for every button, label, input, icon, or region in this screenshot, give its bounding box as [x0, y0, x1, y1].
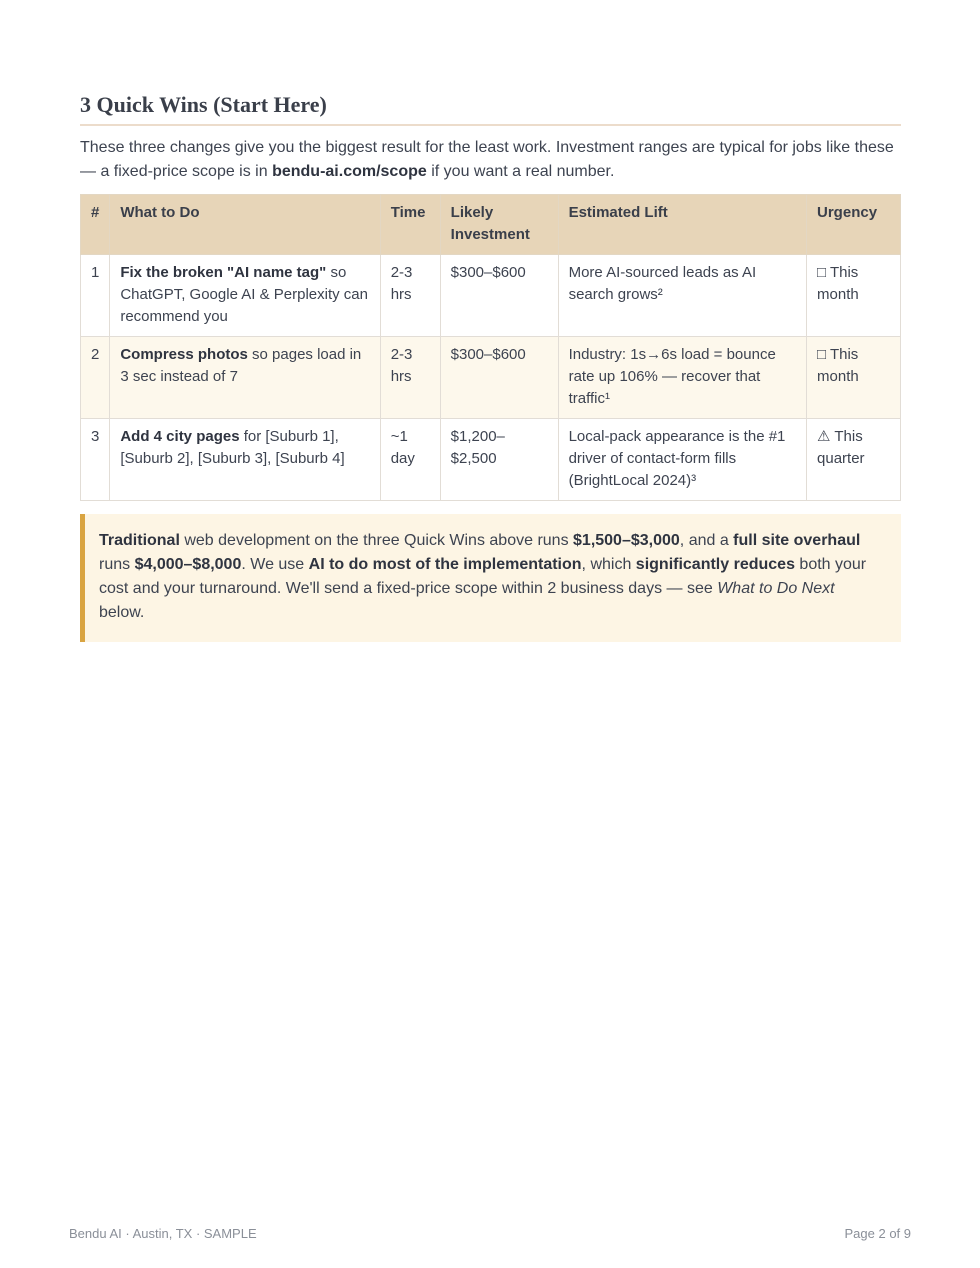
row-lift: Local-pack appearance is the #1 driver of contact-form fills (BrightLocal 2024)³ [558, 419, 806, 501]
callout-bold: $1,500–$3,000 [573, 532, 680, 549]
footer-left: Bendu AI · Austin, TX · SAMPLE [69, 1226, 257, 1241]
header-num: # [81, 195, 110, 255]
footer-page-number: Page 2 of 9 [844, 1226, 911, 1241]
row-investment: $300–$600 [440, 255, 558, 337]
table-header-row [81, 195, 901, 255]
callout-bold: Traditional [99, 532, 180, 549]
callout-text: both your cost and your turnaround. We'll send a fixed-price scope within 2 business days — see [99, 556, 867, 597]
row-num: 3 [81, 419, 110, 501]
row-lift: More AI-sourced leads as AI search grows² [558, 255, 806, 337]
callout-text: below. [99, 604, 145, 621]
row-what-bold: Fix the broken "AI name tag" [120, 264, 327, 281]
callout-text: , which [581, 556, 636, 573]
row-num: 1 [81, 255, 110, 337]
row-time: 2-3 hrs [380, 337, 440, 419]
callout-bold: full site overhaul [733, 532, 861, 549]
quick-wins-table [80, 194, 901, 501]
row-time: ~1 day [380, 419, 440, 501]
callout-bold: $4,000–$8,000 [134, 556, 242, 573]
row-what [110, 337, 380, 419]
scope-link: bendu-ai.com/scope [272, 163, 427, 180]
row-urgency: ⚠ This quarter [807, 419, 901, 501]
row-what-bold: Add 4 city pages [120, 428, 240, 445]
table-row [81, 337, 901, 419]
header-time: Time [380, 195, 440, 255]
header-urgency: Urgency [807, 195, 901, 255]
intro-paragraph [80, 136, 901, 184]
callout-italic: What to Do Next [717, 580, 835, 597]
row-what-rest: so ChatGPT, Google AI & Perplexity can recommend you [120, 264, 368, 325]
intro-text-after: if you want a real number. [426, 163, 615, 180]
row-urgency: □ This month [807, 337, 901, 419]
page-content [80, 92, 901, 642]
callout-bold: significantly reduces [635, 556, 795, 573]
row-what-rest: so pages load in 3 sec instead of 7 [120, 346, 362, 385]
row-lift: Industry: 1s→6s load = bounce rate up 106% — recover that traffic¹ [558, 337, 806, 419]
row-what [110, 255, 380, 337]
row-investment: $300–$600 [440, 337, 558, 419]
header-lift: Estimated Lift [558, 195, 806, 255]
row-what-bold: Compress photos [120, 346, 248, 363]
row-time: 2-3 hrs [380, 255, 440, 337]
pricing-callout [80, 514, 901, 642]
callout-text: web development on the three Quick Wins above runs [179, 532, 574, 549]
table-row [81, 255, 901, 337]
callout-text: runs [99, 556, 135, 573]
section-title: 3 Quick Wins (Start Here) [80, 92, 901, 126]
row-urgency: □ This month [807, 255, 901, 337]
row-what [110, 419, 380, 501]
header-investment: Likely Investment [440, 195, 558, 255]
row-investment: $1,200–$2,500 [440, 419, 558, 501]
callout-text: . We use [241, 556, 309, 573]
table-row [81, 419, 901, 501]
callout-bold: AI to do most of the implementation [308, 556, 582, 573]
row-num: 2 [81, 337, 110, 419]
row-what-rest: for [Suburb 1], [Suburb 2], [Suburb 3], [Suburb 4] [120, 428, 345, 467]
callout-text: , and a [679, 532, 734, 549]
header-what: What to Do [110, 195, 380, 255]
intro-text-before: These three changes give you the biggest result for the least work. Investment ranges are typical for jobs like these — a fixed-price scope is in [80, 139, 894, 180]
